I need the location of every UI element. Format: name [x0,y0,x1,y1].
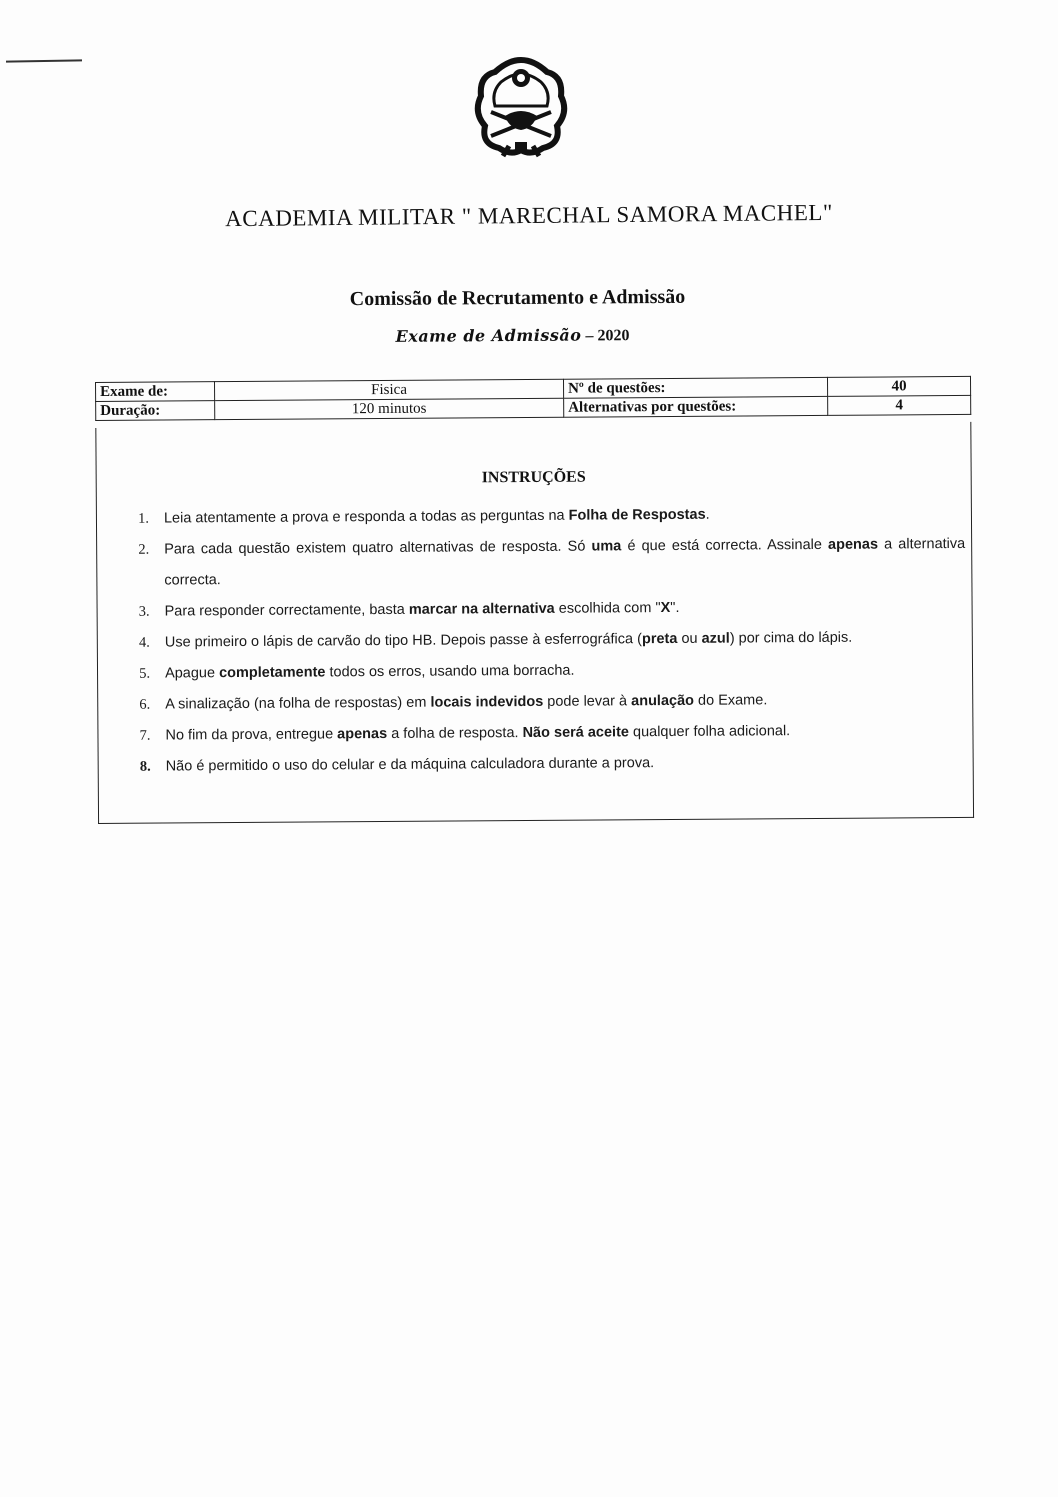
scan-mark [6,59,82,62]
list-item-text: ) por cima do lápis. [729,629,853,647]
emphasis-text: uma [591,538,622,555]
list-item-number: 5. [139,665,151,682]
list-item-text: . [705,506,710,523]
list-item-number: 7. [139,727,151,744]
exam-subject-label: Exame de: [96,382,215,402]
emphasis-text: Folha de Respostas [568,506,706,524]
exam-title [0,322,1025,349]
list-item-text: Para cada questão existem quatro alternativas de resposta. Só [164,538,592,558]
emphasis-text: azul [701,630,730,647]
question-count-label: Nº de questões: [563,377,827,398]
emphasis-text: completamente [219,664,326,682]
list-item-text: qualquer folha adicional. [628,723,791,741]
emphasis-text: locais indevidos [430,693,544,711]
list-item-text: Apague [164,665,220,682]
list-item [127,529,965,597]
committee-name: Comissão de Recrutamento e Admissão [349,285,686,311]
exam-info-box [95,376,974,825]
list-item-text: é que está correcta. Assinale [621,536,829,555]
instructions-box [95,422,974,824]
instructions-list [127,498,967,783]
list-item-text: Use primeiro o lápis de carvão do tipo HB. Depois passe à esferrográfica ( [164,631,642,651]
list-item-text: Para responder correctamente, basta [164,601,409,620]
list-item-text: No fim da prova, entregue [165,726,338,744]
exam-info-table [95,376,971,421]
list-item-text: Não é permitido o uso do celular e da máquina calculadora durante a prova. [165,755,655,775]
institution-name: ACADEMIA MILITAR " MARECHAL SAMORA MACHEL" [225,199,833,232]
list-item-number: 6. [139,696,151,713]
exam-year: 2020 [597,327,630,345]
alternatives-label: Alternativas por questões: [564,396,828,417]
list-item-text: ou [677,630,702,647]
list-item-number: 3. [138,603,150,620]
list-item-number: 8. [139,758,151,775]
list-item [129,746,967,783]
emphasis-text: apenas [337,725,388,743]
alternatives-value: 4 [828,395,971,415]
list-item-text: pode levar à [543,693,632,710]
list-item-text: todos os erros, usando uma borracha. [325,662,575,681]
list-item-text: a alternativa correcta. [164,535,966,589]
emphasis-text: apenas [827,536,879,553]
exam-subject-value: Fisica [215,379,564,400]
emphasis-text: preta [641,630,678,648]
list-item-text: ". [670,599,680,616]
question-count-value: 40 [827,376,970,396]
list-item-text: do Exame. [693,692,768,709]
emphasis-text: Não será aceite [522,724,630,742]
list-item-text: Leia atentamente a prova e responda a todas as perguntas na [163,507,569,527]
military-academy-crest-icon [465,52,577,160]
exam-title-separator: – [581,327,598,345]
emphasis-text: marcar na alternativa [408,600,555,618]
emphasis-text: X [660,599,671,617]
duration-label: Duração: [96,401,215,421]
duration-value: 120 minutos [215,398,564,419]
emphasis-text: anulação [631,692,695,710]
list-item-text: a folha de resposta. [387,725,523,742]
list-item-text: A sinalização (na folha de respostas) em [165,694,431,713]
exam-title-main: Exame de Admissão [395,325,582,346]
list-item-text: escolhida com " [554,600,661,617]
list-item-number: 2. [138,541,150,558]
instructions-heading: INSTRUÇÕES [481,468,586,487]
list-item-number: 1. [138,510,150,527]
list-item-number: 4. [138,634,150,651]
